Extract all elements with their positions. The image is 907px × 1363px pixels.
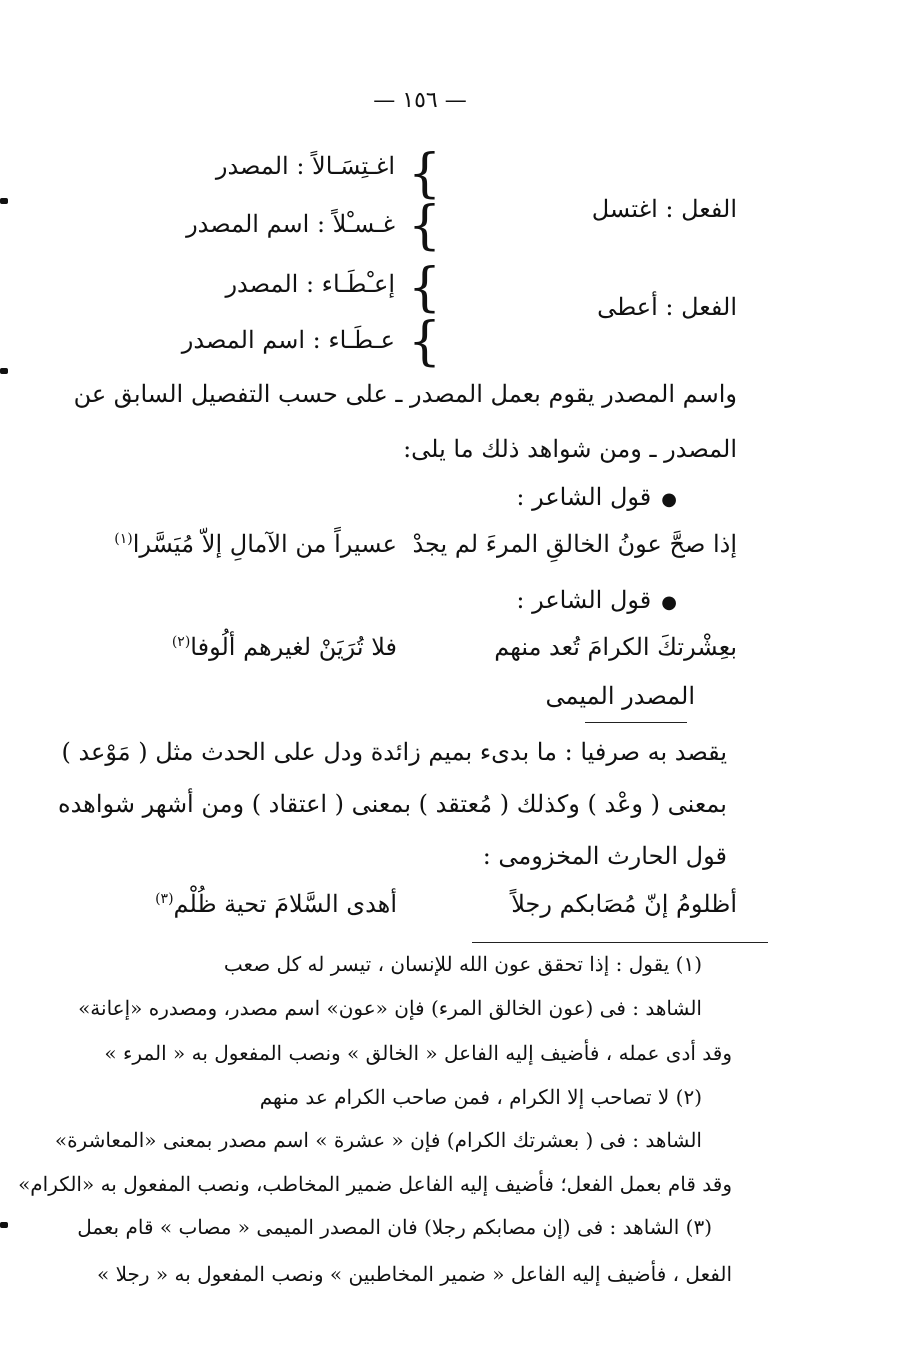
footnote-3-shahid-cont: الفعل ، فأضيف إليه الفاعل « ضمير المخاطبين » ونصب المفعول به « رجلا » xyxy=(96,1262,732,1286)
verb2-ism-masdar: عـطَـاء : اسم المصدر xyxy=(181,326,395,354)
verse3-second-hemistich: أهدى السَّلامَ تحية ظُلْم$^{(٣)}$ xyxy=(155,890,397,918)
brace-left-4: { xyxy=(408,312,442,372)
bullet-icon: ● xyxy=(661,489,677,510)
footnote-1-shahid-cont: وقد أدى عمله ، فأضيف إليه الفاعل « الخالق » ونصب المفعول به « المرء » xyxy=(104,1041,732,1065)
scan-edge-mark xyxy=(0,1222,8,1228)
page-number: — ١٥٦ — xyxy=(373,88,467,113)
brace-left-3: { xyxy=(408,258,442,318)
verse1-second-hemistich: عسيراً من الآمالِ إلاّ مُيَسَّرا$^{(١)}$ xyxy=(114,530,397,558)
footnote-3-shahid: (٣) الشاهد : فى (إن مصابكم رجلا) فان المصدر الميمى « مصاب » قام بعمل xyxy=(77,1215,712,1239)
brace-left-2: { xyxy=(408,196,442,256)
bullet-icon: ● xyxy=(661,592,677,613)
verb2-masdar: إعـْطَـاء : المصدر xyxy=(225,270,395,298)
footnote-1-explanation: (١) يقول : إذا تحقق عون الله للإنسان ، تيسر له كل صعب xyxy=(223,952,702,976)
para2-line-3: قول الحارث المخزومى : xyxy=(482,842,727,870)
footnote-1-shahid: الشاهد : فى (عون الخالق المرء) فإن «عون» اسم مصدر، ومصدره «إعانة» xyxy=(78,996,702,1020)
para1-line-2: المصدر ـ ومن شواهد ذلك ما يلى: xyxy=(403,435,737,463)
verse2-second-hemistich: فلا تُرَيَنْ لغيرهم ألُوفا$^{(٢)}$ xyxy=(171,633,397,661)
footnote-separator xyxy=(472,942,768,943)
scan-edge-mark xyxy=(0,368,8,374)
section-heading: المصدر الميمى xyxy=(545,682,695,710)
poet-label-1: ●قول الشاعر : xyxy=(516,483,677,511)
heading-underline xyxy=(585,722,687,723)
scan-edge-mark xyxy=(0,198,8,204)
verse2-first-hemistich: بعِشْرتكَ الكرامَ تُعد منهم xyxy=(494,633,737,661)
para2-line-2: بمعنى ( وعْد ) وكذلك ( مُعتقد ) بمعنى ( اعتقاد ) ومن أشهر شواهده xyxy=(58,790,727,818)
verb-label-1: الفعل : اغتسل xyxy=(591,195,737,223)
footnote-2-shahid: الشاهد : فى ( بعشرتك الكرام) فإن « عشرة » اسم مصدر بمعنى «المعاشرة» xyxy=(54,1128,702,1152)
verse1-first-hemistich: إذا صحَّ عونُ الخالقِ المرءَ لم يجدْ xyxy=(412,530,737,558)
para1-line-1: واسم المصدر يقوم بعمل المصدر ـ على حسب التفصيل السابق عن xyxy=(73,380,737,408)
poet-label-2: ●قول الشاعر : xyxy=(516,586,677,614)
verb1-masdar: اغـتِسَـالاً : المصدر xyxy=(215,152,395,180)
verb1-ism-masdar: غـسـْلاً : اسم المصدر xyxy=(186,210,395,238)
verse3-first-hemistich: أظلومُ إنّ مُصَابكم رجلاً xyxy=(511,890,737,918)
brace-left-1: { xyxy=(408,144,442,204)
footnote-2-shahid-cont: وقد قام بعمل الفعل؛ فأضيف إليه الفاعل ضمير المخاطب، ونصب المفعول به «الكرام» xyxy=(18,1172,732,1196)
footnote-2-explanation: (٢) لا تصاحب إلا الكرام ، فمن صاحب الكرام عد منهم xyxy=(259,1085,702,1109)
para2-line-1: يقصد به صرفيا : ما بدىء بميم زائدة ودل على الحدث مثل ( مَوْعد ) xyxy=(61,738,727,766)
verb-label-2: الفعل : أعطى xyxy=(597,293,737,321)
